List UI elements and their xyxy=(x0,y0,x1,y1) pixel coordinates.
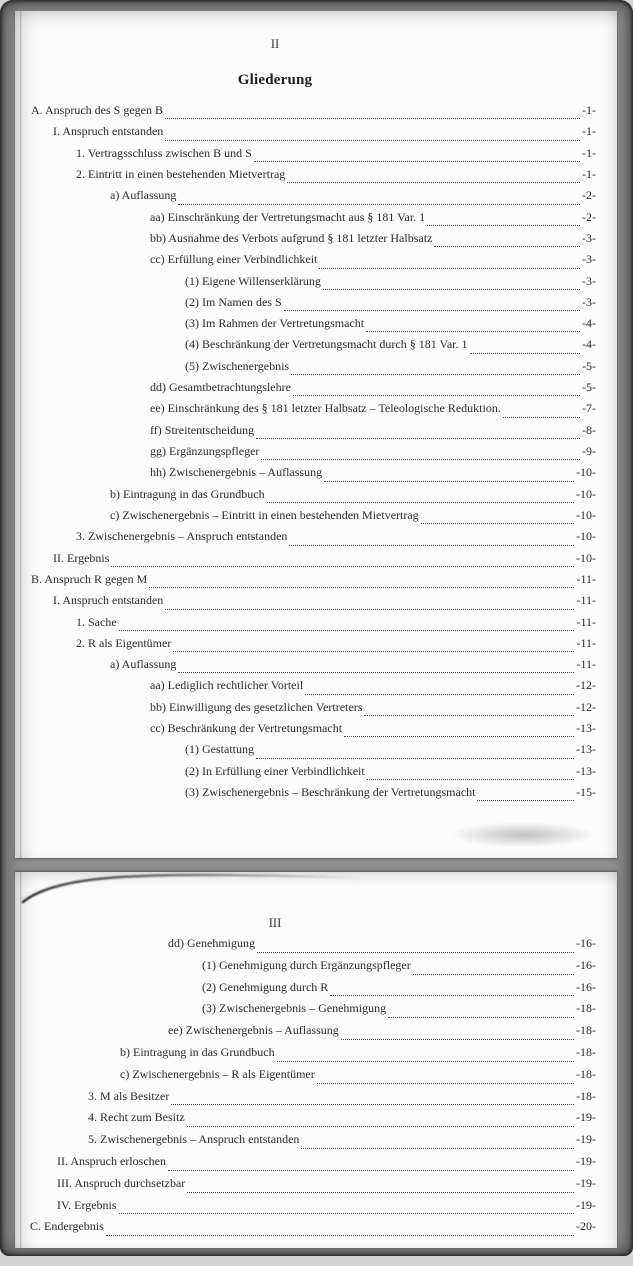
dotted-leader xyxy=(427,225,580,226)
page-number-heading: III xyxy=(268,916,282,930)
dotted-leader xyxy=(421,523,574,524)
toc-entry xyxy=(15,636,596,657)
toc-list xyxy=(15,936,617,1241)
toc-entry xyxy=(15,958,596,980)
dotted-leader xyxy=(287,182,580,183)
toc-entry-label: cc) Erfüllung einer Verbindlichkeit xyxy=(150,252,318,267)
toc-entry-label: I. Anspruch entstanden xyxy=(53,124,164,139)
page-curl-artifact xyxy=(20,868,365,906)
toc-entry xyxy=(15,936,596,958)
toc-entry-label: (2) In Erfüllung einer Verbindlichkeit xyxy=(185,763,365,778)
toc-entry xyxy=(15,1045,596,1067)
toc-entry xyxy=(15,444,596,465)
toc-entry-page-number: -18- xyxy=(576,1023,596,1038)
toc-entry-page-number: -19- xyxy=(576,1197,596,1212)
toc-entry-label: (1) Eigene Willenserklärung xyxy=(185,273,321,288)
toc-entry xyxy=(15,380,596,401)
toc-entry xyxy=(15,764,596,785)
toc-entry xyxy=(15,465,596,486)
toc-entry xyxy=(15,1176,596,1198)
toc-entry-label: a) Auflassung xyxy=(110,188,177,203)
toc-entry-label: dd) Gesamtbetrachtungslehre xyxy=(150,380,291,395)
dotted-leader xyxy=(503,417,580,418)
toc-entry xyxy=(15,742,596,763)
toc-entry xyxy=(15,231,596,252)
toc-entry xyxy=(15,721,596,742)
toc-entry-page-number: -8- xyxy=(582,422,596,437)
toc-entry xyxy=(15,401,596,422)
toc-entry-label: II. Ergebnis xyxy=(53,550,110,565)
dotted-leader xyxy=(364,715,574,716)
toc-entry-label: C. Endergebnis xyxy=(30,1219,104,1234)
scanned-page-ii xyxy=(15,11,617,858)
toc-entry-label: (4) Beschränkung der Vertretungsmacht durch § 181 Var. 1 xyxy=(185,337,468,352)
toc-entry xyxy=(15,657,596,678)
toc-entry xyxy=(15,103,596,124)
dotted-leader xyxy=(319,268,580,269)
toc-entry-page-number: -10- xyxy=(576,529,596,544)
toc-entry xyxy=(15,980,596,1002)
dotted-leader xyxy=(257,952,574,953)
dotted-leader xyxy=(187,1192,574,1193)
toc-entry-page-number: -4- xyxy=(582,316,596,331)
toc-entry-label: A. Anspruch des S gegen B xyxy=(31,103,163,117)
dotted-leader xyxy=(289,545,574,546)
toc-entry-label: 2. Eintritt in einen bestehenden Mietvertrag xyxy=(76,166,286,181)
toc-entry-label: (3) Im Rahmen der Vertretungsmacht xyxy=(185,316,365,331)
dotted-leader xyxy=(344,736,574,737)
toc-entry xyxy=(15,188,596,209)
toc-entry-label: aa) Lediglich rechtlicher Vorteil xyxy=(150,678,304,693)
dotted-leader xyxy=(119,630,575,631)
toc-entry-page-number: -16- xyxy=(576,979,596,994)
toc-entry-page-number: -15- xyxy=(576,785,596,799)
toc-entry xyxy=(15,1110,596,1132)
dotted-leader xyxy=(261,459,580,460)
toc-entry xyxy=(15,252,596,273)
toc-entry-label: IV. Ergebnis xyxy=(57,1197,117,1212)
toc-entry-page-number: -18- xyxy=(576,1044,596,1059)
toc-entry-page-number: -11- xyxy=(576,635,596,650)
dotted-leader xyxy=(178,204,580,205)
toc-entry xyxy=(15,1089,596,1111)
toc-entry xyxy=(15,1023,596,1045)
dotted-leader xyxy=(171,1104,574,1105)
toc-entry xyxy=(15,678,596,699)
toc-entry xyxy=(15,146,596,167)
dotted-leader xyxy=(330,995,574,996)
toc-entry-page-number: -12- xyxy=(576,699,596,714)
toc-entry-label: (2) Genehmigung durch R xyxy=(202,979,329,994)
dotted-leader xyxy=(291,374,580,375)
toc-entry xyxy=(15,508,596,529)
toc-entry xyxy=(15,359,596,380)
dotted-leader xyxy=(165,140,580,141)
toc-entry-label: hh) Zwischenergebnis – Auflassung xyxy=(150,465,323,480)
toc-entry xyxy=(15,487,596,508)
toc-title: Gliederung xyxy=(237,72,313,88)
toc-entry-label: (2) Im Namen des S xyxy=(185,294,282,309)
dotted-leader xyxy=(284,310,580,311)
dotted-leader xyxy=(149,587,574,588)
toc-entry xyxy=(15,167,596,188)
dotted-leader xyxy=(388,1017,574,1018)
toc-entry-label: gg) Ergänzungspfleger xyxy=(150,444,260,458)
scanned-page-iii xyxy=(15,872,617,1248)
dotted-leader xyxy=(267,502,574,503)
dotted-leader xyxy=(187,1126,574,1127)
toc-entry-label: 3. M als Besitzer xyxy=(88,1088,170,1103)
toc-entry-page-number: -5- xyxy=(582,358,596,373)
toc-entry-page-number: -12- xyxy=(576,678,596,693)
toc-entry-page-number: -4- xyxy=(582,337,596,352)
toc-entry-page-number: -1- xyxy=(582,103,596,117)
toc-entry-page-number: -3- xyxy=(582,252,596,267)
toc-entry-page-number: -5- xyxy=(582,380,596,395)
toc-entry-label: c) Zwischenergebnis – R als Eigentümer xyxy=(120,1066,315,1081)
dotted-leader xyxy=(165,609,574,610)
toc-entry xyxy=(15,423,596,444)
toc-entry-page-number: -3- xyxy=(582,273,596,288)
dotted-leader xyxy=(168,1170,574,1171)
scan-smudge-artifact xyxy=(435,815,611,849)
toc-entry-page-number: -19- xyxy=(576,1132,596,1147)
toc-entry-page-number: -7- xyxy=(582,401,596,416)
toc-entry-label: 1. Sache xyxy=(76,614,117,629)
toc-entry-page-number: -10- xyxy=(576,507,596,522)
toc-entry-page-number: -2- xyxy=(582,209,596,224)
dotted-leader xyxy=(301,1148,574,1149)
toc-entry-page-number: -11- xyxy=(576,657,596,672)
toc-entry xyxy=(15,124,596,145)
toc-entry-label: aa) Einschränkung der Vertretungsmacht aus § 181 Var. 1 xyxy=(150,209,426,224)
toc-entry-label: b) Eintragung in das Grundbuch xyxy=(120,1044,275,1059)
toc-entry-page-number: -10- xyxy=(576,465,596,480)
toc-entry-page-number: -18- xyxy=(576,1001,596,1016)
toc-entry-page-number: -18- xyxy=(576,1088,596,1103)
toc-entry-label: (3) Zwischenergebnis – Genehmigung xyxy=(202,1001,387,1016)
toc-entry-label: 3. Zwischenergebnis – Anspruch entstanden xyxy=(76,529,288,544)
toc-entry xyxy=(15,1219,596,1241)
toc-entry-label: 5. Zwischenergebnis – Anspruch entstanden xyxy=(88,1132,300,1147)
dotted-leader xyxy=(277,1061,574,1062)
toc-entry-page-number: -19- xyxy=(576,1110,596,1125)
toc-entry-label: ee) Einschränkung des § 181 letzter Halbsatz – Teleologische Reduktion. xyxy=(150,401,501,416)
dotted-leader xyxy=(254,161,580,162)
toc-entry-page-number: -10- xyxy=(576,486,596,501)
toc-entry-label: bb) Ausnahme des Verbots aufgrund § 181 letzter Halbsatz xyxy=(150,230,433,245)
toc-entry-label: ee) Zwischenergebnis – Auflassung xyxy=(168,1023,339,1038)
toc-entry-page-number: -11- xyxy=(576,614,596,629)
toc-entry xyxy=(15,295,596,316)
toc-entry-page-number: -2- xyxy=(582,188,596,203)
toc-entry-label: a) Auflassung xyxy=(110,657,177,672)
toc-entry-label: I. Anspruch entstanden xyxy=(53,593,164,608)
toc-entry xyxy=(15,700,596,721)
toc-entry-label: c) Zwischenergebnis – Eintritt in einen bestehenden Mietvertrag xyxy=(110,507,419,522)
dotted-leader xyxy=(323,289,580,290)
toc-entry xyxy=(15,1067,596,1089)
toc-entry xyxy=(15,529,596,550)
toc-entry xyxy=(15,572,596,593)
toc-entry-page-number: -13- xyxy=(576,721,596,736)
toc-entry xyxy=(15,1132,596,1154)
toc-entry-page-number: -11- xyxy=(576,593,596,608)
toc-entry-label: dd) Genehmigung xyxy=(168,936,255,950)
toc-entry-page-number: -16- xyxy=(576,936,596,950)
toc-entry xyxy=(15,274,596,295)
toc-entry xyxy=(15,337,596,358)
toc-entry-page-number: -19- xyxy=(576,1153,596,1168)
toc-entry-page-number: -1- xyxy=(582,145,596,160)
toc-entry xyxy=(15,551,596,572)
toc-entry-label: (1) Genehmigung durch Ergänzungspfleger xyxy=(202,957,411,972)
toc-entry-label: B. Anspruch R gegen M xyxy=(31,571,148,586)
toc-entry xyxy=(15,1154,596,1176)
dotted-leader xyxy=(324,481,574,482)
toc-entry-label: bb) Einwilligung des gesetzlichen Vertreters xyxy=(150,699,363,714)
dotted-leader xyxy=(119,1213,574,1214)
toc-entry xyxy=(15,1001,596,1023)
toc-entry-label: 4. Recht zum Besitz xyxy=(88,1110,185,1125)
dotted-leader xyxy=(413,974,574,975)
dotted-leader xyxy=(317,1083,574,1084)
dotted-leader xyxy=(173,651,574,652)
toc-list xyxy=(15,103,617,806)
toc-entry-page-number: -3- xyxy=(582,230,596,245)
dotted-leader xyxy=(256,758,574,759)
dotted-leader xyxy=(106,1235,574,1236)
toc-entry-page-number: -10- xyxy=(576,550,596,565)
toc-entry-page-number: -13- xyxy=(576,763,596,778)
dotted-leader xyxy=(256,438,580,439)
dotted-leader xyxy=(305,694,574,695)
toc-entry-page-number: -3- xyxy=(582,294,596,309)
toc-entry-label: (5) Zwischenergebnis xyxy=(185,358,290,373)
toc-entry xyxy=(15,316,596,337)
dotted-leader xyxy=(367,779,574,780)
toc-entry-page-number: -19- xyxy=(576,1175,596,1190)
toc-entry-label: III. Anspruch durchsetzbar xyxy=(57,1175,186,1190)
toc-entry xyxy=(15,593,596,614)
toc-entry-label: 2. R als Eigentümer xyxy=(76,635,172,650)
toc-entry-page-number: -1- xyxy=(582,124,596,139)
dotted-leader xyxy=(178,672,574,673)
dotted-leader xyxy=(165,118,580,119)
toc-entry-label: II. Anspruch erloschen xyxy=(57,1153,166,1168)
dotted-leader xyxy=(293,395,580,396)
toc-entry xyxy=(15,210,596,231)
toc-entry-page-number: -16- xyxy=(576,957,596,972)
toc-entry-label: ff) Streitentscheidung xyxy=(150,422,255,437)
toc-entry xyxy=(15,785,596,806)
page-number-heading: II xyxy=(270,37,280,51)
toc-entry-page-number: -13- xyxy=(576,742,596,757)
dotted-leader xyxy=(477,800,574,801)
toc-entry-page-number: -20- xyxy=(576,1219,596,1234)
toc-entry-label: (1) Gestattung xyxy=(185,742,254,757)
dotted-leader xyxy=(470,353,581,354)
toc-entry xyxy=(15,615,596,636)
dotted-leader xyxy=(434,246,580,247)
toc-entry-page-number: -1- xyxy=(582,166,596,181)
toc-entry-label: b) Eintragung in das Grundbuch xyxy=(110,486,265,501)
toc-entry-label: cc) Beschränkung der Vertretungsmacht xyxy=(150,721,343,736)
toc-entry-label: 1. Vertragsschluss zwischen B und S xyxy=(76,145,252,160)
dotted-leader xyxy=(341,1039,574,1040)
toc-entry-page-number: -11- xyxy=(576,571,596,586)
dotted-leader xyxy=(366,331,580,332)
dotted-leader xyxy=(111,566,574,567)
toc-entry-page-number: -9- xyxy=(582,444,596,458)
toc-entry-label: (3) Zwischenergebnis – Beschränkung der Vertretungsmacht xyxy=(185,785,476,799)
toc-entry-page-number: -18- xyxy=(576,1066,596,1081)
toc-entry xyxy=(15,1198,596,1220)
